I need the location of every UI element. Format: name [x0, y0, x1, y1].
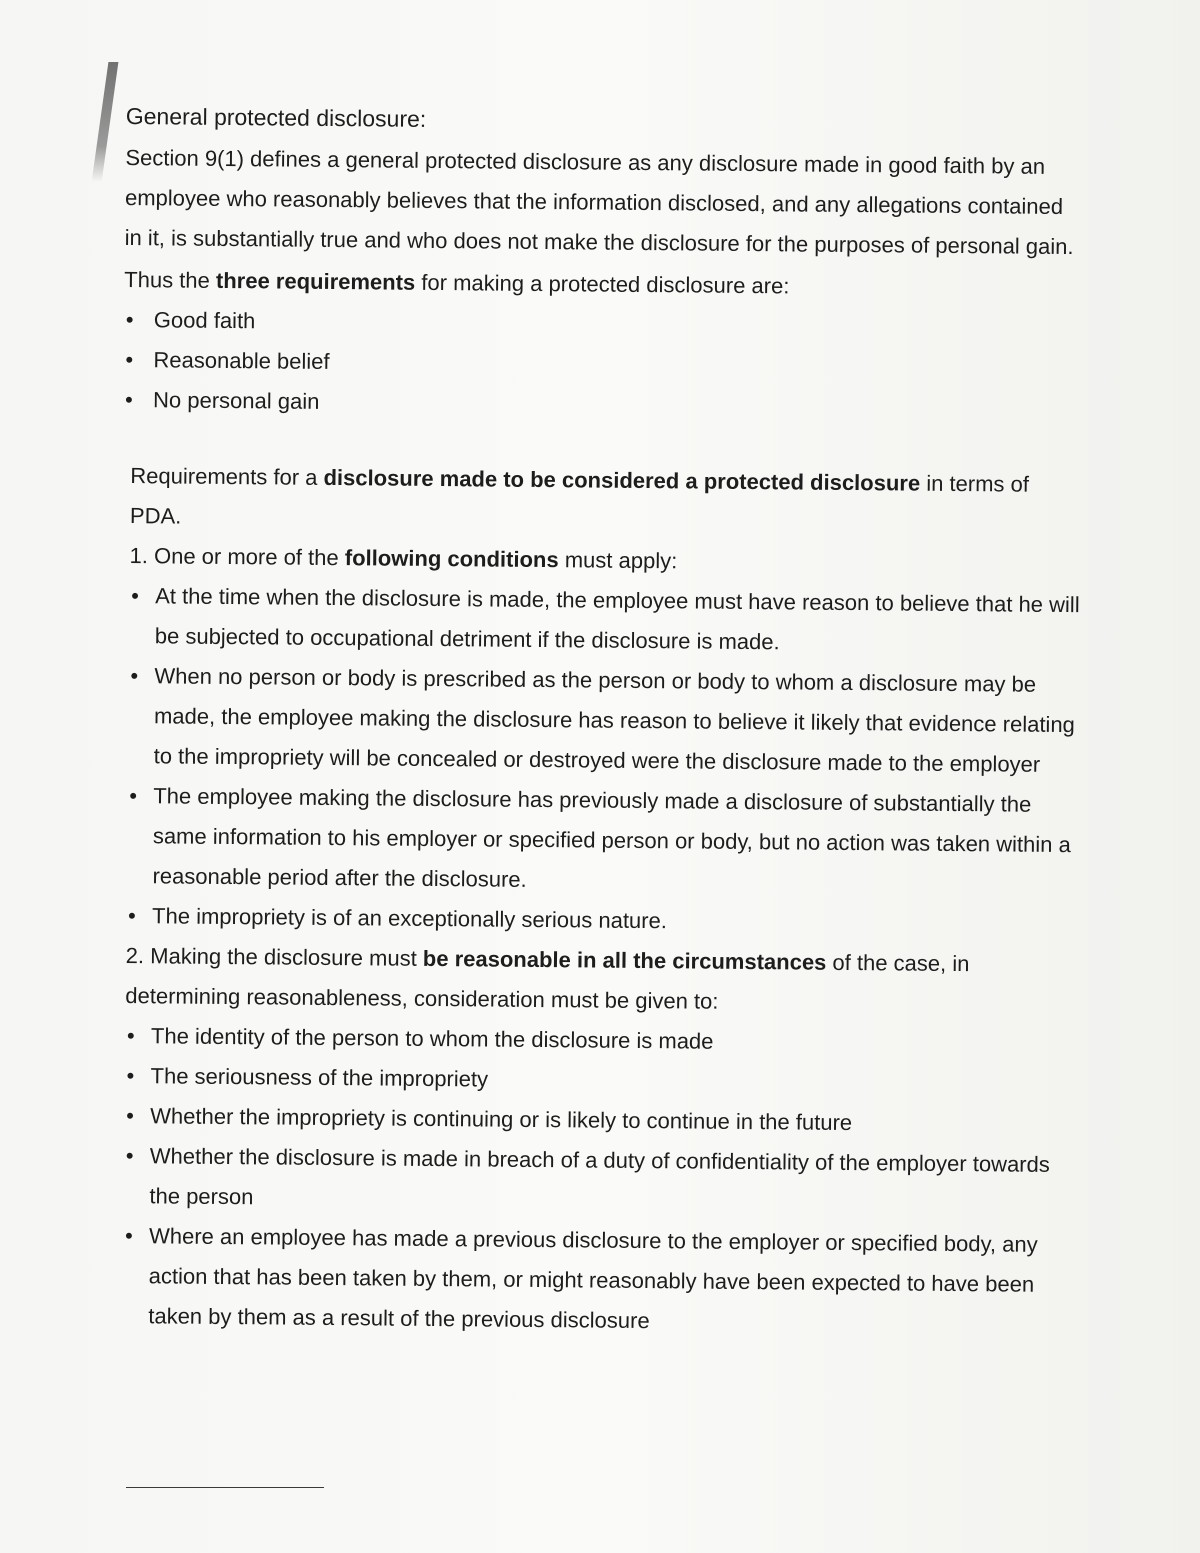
intro-bold: disclosure made to be considered a protected disclosure [323, 464, 921, 496]
list-item: • Whether the disclosure is made in breach of a duty of confidentiality of the employer towards the person [123, 1136, 1076, 1225]
list-item: • The seriousness of the impropriety [124, 1056, 1076, 1105]
item-text-end: must apply: [558, 547, 678, 574]
list-item: • The employee making the disclosure has previously made a disclosure of substantially the same information to his employer or specified person or body, but no action was taken within a reasonable period after the disclosure. [126, 776, 1079, 905]
section-heading: General protected disclosure: [125, 102, 427, 132]
intro-text: Requirements for a [130, 463, 324, 490]
intro-bold: three requirements [215, 267, 416, 295]
list-item: • Where an employee has made a previous disclosure to the employer or specified body, any action that has been taken by them, or might reasonably have been expected to have been taken by them as a result of the previous disclosure [122, 1216, 1075, 1345]
considerations-list [122, 1016, 1077, 1345]
list-item: • Reasonable belief [123, 340, 1083, 389]
item-text: 2. Making the disclosure must [125, 943, 423, 971]
document-body [114, 96, 1086, 1345]
list-item: • No personal gain [123, 380, 1083, 429]
item-bold: be reasonable in all the circumstances [422, 945, 827, 975]
numbered-item-2 [125, 936, 1078, 1025]
list-item: • The impropriety is of an exceptionally serious nature. [126, 896, 1078, 945]
page-edge-shadow [92, 62, 119, 182]
list-item: • At the time when the disclosure is made, the employee must have reason to believe that he will be subjected to occupational detriment if the disclosure is made. [129, 576, 1082, 665]
definition-paragraph: Section 9(1) defines a general protected disclosure as any disclosure made in good faith by an employee who reasonably believes that the information disclosed, and any allegations contained in it, is substantially true and who does not make the disclosure for the purposes of personal gain. [124, 144, 1074, 260]
list-item: • Whether the impropriety is continuing or is likely to continue in the future [124, 1096, 1076, 1145]
list-item: • Good faith [124, 300, 1084, 349]
pda-requirements-intro [130, 456, 1083, 545]
item-text: 1. One or more of the [129, 543, 345, 571]
intro-text-end: in terms of PDA. [129, 470, 1030, 529]
section-two [114, 456, 1082, 1345]
intro-text-end: for making a protected disclosure are: [415, 269, 790, 299]
list-item: • The identity of the person to whom the disclosure is made [125, 1016, 1077, 1065]
footnote-divider [126, 1487, 324, 1488]
item-bold: following conditions [344, 545, 559, 573]
list-item: • When no person or body is prescribed as the person or body to whom a disclosure may be made, the employee making the disclosure has reason to believe it likely that evidence relating to the impropriety will be concealed or destroyed were the disclosure made to the employer [127, 656, 1080, 785]
intro-text: Thus the [124, 266, 217, 293]
conditions-list [126, 576, 1081, 945]
requirements-list [123, 300, 1084, 429]
item-text-end: of the case, in determining reasonableness, consideration must be given to: [125, 949, 970, 1014]
